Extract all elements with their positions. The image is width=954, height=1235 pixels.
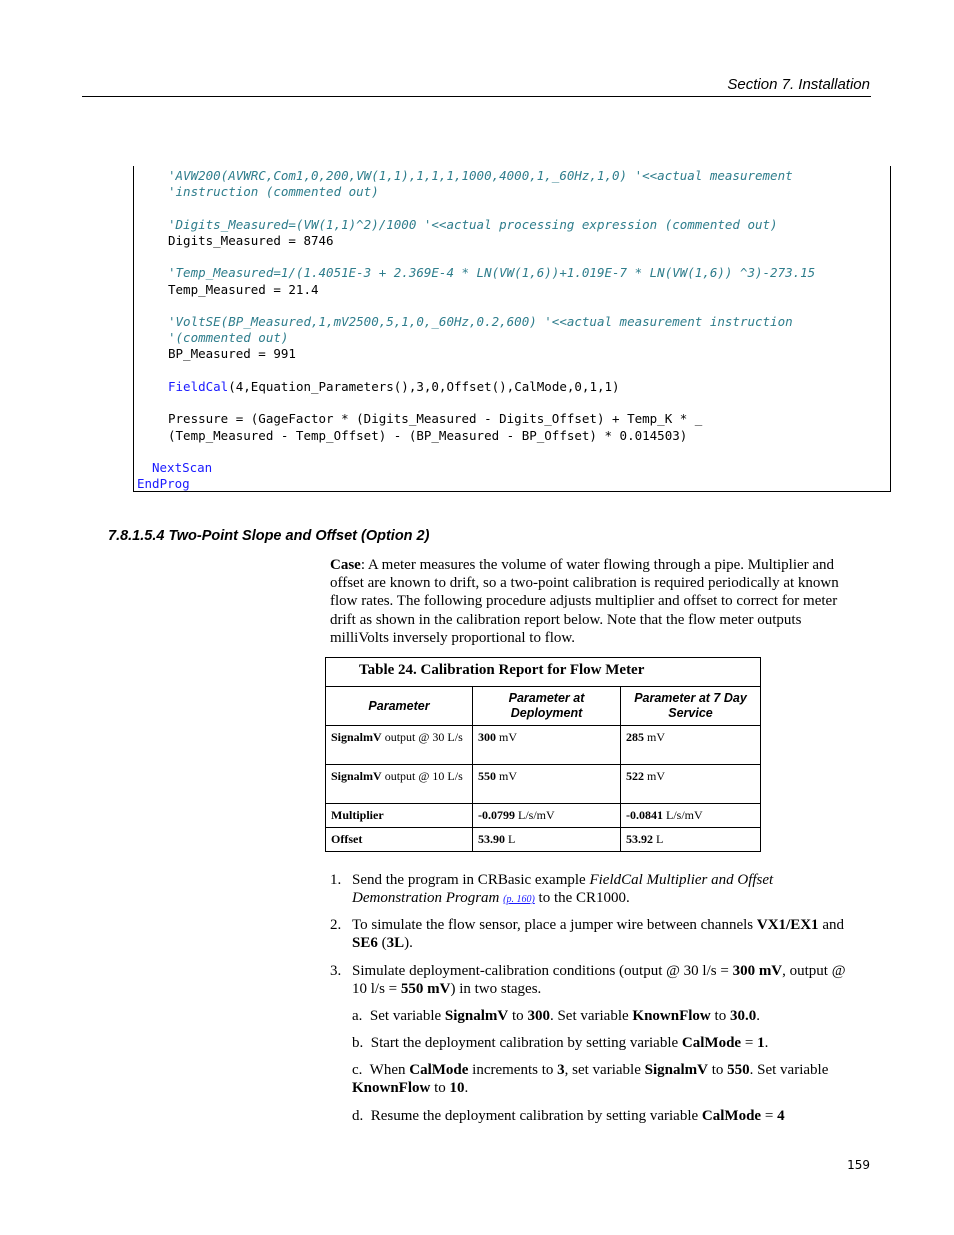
table-cell: -0.0799 L/s/mV [473,804,621,828]
code-line: 'Digits_Measured=(VW(1,1)^2)/1000 '<<actual processing expression (commented out) [168,217,778,232]
section-heading: 7.8.1.5.4 Two-Point Slope and Offset (Option 2) [108,528,430,544]
case-paragraph [330,556,850,647]
code-line: Digits_Measured = 8746 [168,233,334,248]
header-rule [82,96,871,97]
column-header: Parameter [326,687,473,726]
code-line [168,379,620,395]
calibration-table [325,657,761,852]
table-cell: 53.92 L [621,828,761,852]
code-line: Pressure = (GageFactor * (Digits_Measured - Digits_Offset) + Temp_K * _ [168,411,703,426]
code-line: 'AVW200(AVWRC,Com1,0,200,VW(1,1),1,1,1,1000,4000,1,_60Hz,1,0) '<<actual measurement [168,168,793,183]
table-cell: Offset [326,828,473,852]
step-3a: a. Set variable SignalmV to 300. Set variable KnownFlow to 30.0. [352,1008,760,1024]
table-cell: SignalmV output @ 30 L/s [326,726,473,765]
case-text: : A meter measures the volume of water flowing through a pipe. Multiplier and offset are known to drift, so a two-point calibration is required periodically at known flow rates. The following procedure adjusts multiplier and offset to correct for meter drift as shown in the calibration report below. Note that the flow meter outputs milliVolts inversely proportional to flow. [330,557,839,646]
table-cell: 53.90 L [473,828,621,852]
code-line: Temp_Measured = 21.4 [168,282,319,297]
table-cell: Multiplier [326,804,473,828]
column-header: Parameter at 7 Day Service [621,687,761,726]
code-line: '(commented out) [168,330,289,345]
step-3b: b. Start the deployment calibration by setting variable CalMode = 1. [352,1035,769,1051]
table-row [326,828,761,852]
table-cell: 285 mV [621,726,761,765]
code-line: (Temp_Measured - Temp_Offset) - (BP_Measured - BP_Offset) * 0.014503) [168,428,688,443]
section-header: Section 7. Installation [727,76,870,93]
code-block [133,166,891,492]
step-3c: c. When CalMode increments to 3, set variable SignalmV to 550. Set variable KnownFlow to 10. [352,1062,829,1096]
table-row [326,804,761,828]
table-cell: 522 mV [621,765,761,804]
code-line: NextScan [152,460,213,475]
code-line: 'Temp_Measured=1/(1.4051E-3 + 2.369E-4 * LN(VW(1,6))+1.019E-7 * LN(VW(1,6)) ^3)-273.15 [168,265,816,280]
code-line: EndProg [137,476,190,491]
table-cell: SignalmV output @ 10 L/s [326,765,473,804]
table-row [326,726,761,765]
column-header: Parameter at Deployment [473,687,621,726]
code-text: (4,Equation_Parameters(),3,0,Offset(),CalMode,0,1,1) [228,379,620,394]
page-number: 159 [847,1158,870,1172]
case-label: Case [330,557,361,573]
table-cell: -0.0841 L/s/mV [621,804,761,828]
code-line: BP_Measured = 991 [168,346,296,361]
page-reference-link[interactable]: (p. 160) [503,894,535,905]
table-cell: 550 mV [473,765,621,804]
table-row [326,765,761,804]
table-cell: 300 mV [473,726,621,765]
code-line: 'instruction (commented out) [168,184,379,199]
code-keyword: FieldCal [168,379,229,394]
code-line: 'VoltSE(BP_Measured,1,mV2500,5,1,0,_60Hz,0.2,600) '<<actual measurement instruction [168,314,793,329]
table-caption: Table 24. Calibration Report for Flow Meter [326,658,761,687]
step-3d: d. Resume the deployment calibration by setting variable CalMode = 4 [352,1108,785,1124]
